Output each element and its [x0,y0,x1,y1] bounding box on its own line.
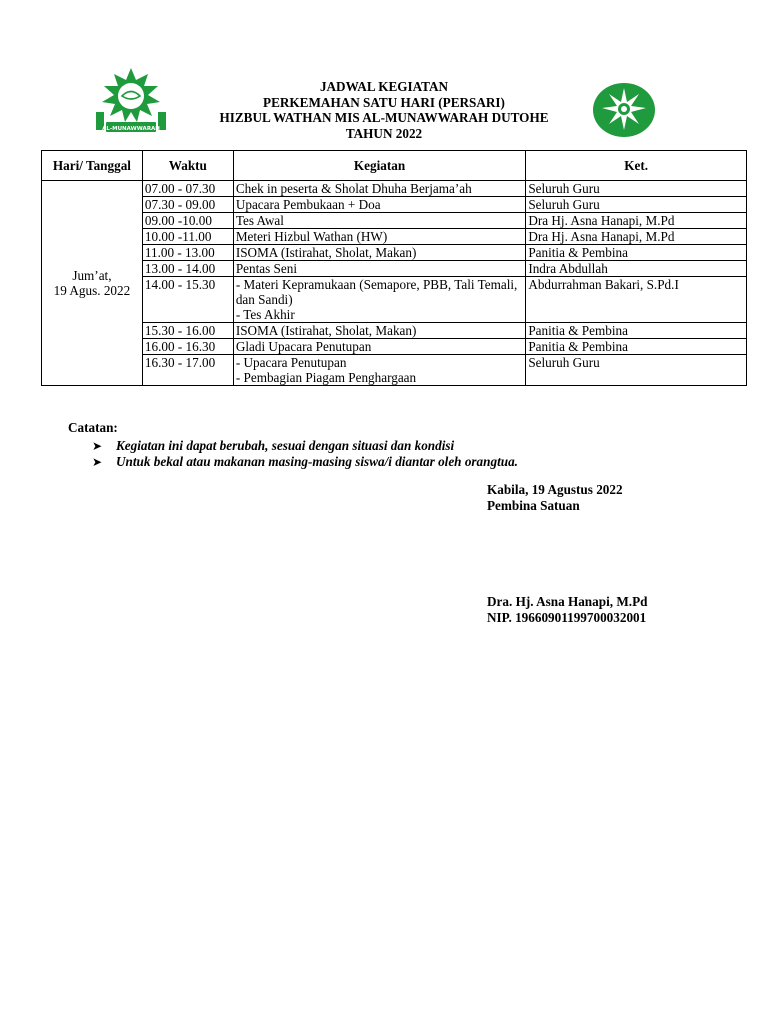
note-cell: Abdurrahman Bakari, S.Pd.I [526,277,747,323]
activity-cell: Meteri Hizbul Wathan (HW) [233,229,525,245]
header-year: TAHUN 2022 [345,125,423,141]
time-cell: 16.00 - 16.30 [142,339,233,355]
time-cell: 11.00 - 13.00 [142,245,233,261]
activity-cell: - Upacara Penutupan - Pembagian Piagam Penghargaan [233,355,525,386]
header-subtitle: PERKEMAHAN SATU HARI (PERSARI) [263,94,505,110]
note-cell: Seluruh Guru [526,197,747,213]
time-cell: 16.30 - 17.00 [142,355,233,386]
arrow-bullet-icon: ➤ [92,455,103,469]
logo-caption: AL-MUNAWWARAH [102,126,160,132]
note-cell: Dra Hj. Asna Hanapi, M.Pd [526,229,747,245]
day-cell: Jum’at, 19 Agus. 2022 [42,181,143,386]
time-cell: 14.00 - 15.30 [142,277,233,323]
activity-cell: Upacara Pembukaan + Doa [233,197,525,213]
note-text: Kegiatan ini dapat berubah, sesuai dengan situasi dan kondisi [116,438,455,453]
time-cell: 09.00 -10.00 [142,213,233,229]
signature-place-date: Kabila, 19 Agustus 2022 [487,482,623,497]
table-row [42,339,747,355]
note-cell: Indra Abdullah [526,261,747,277]
table-row [42,277,747,323]
notes-title: Catatan: [68,420,118,435]
arrow-bullet-icon: ➤ [92,439,103,453]
schedule-table [41,150,747,386]
table-header-row [42,151,747,181]
notes-section [68,420,518,470]
document-header [0,79,768,141]
header-activity: Kegiatan [233,151,525,181]
signature-name: Dra. Hj. Asna Hanapi, M.Pd [487,594,648,609]
note-cell: Dra Hj. Asna Hanapi, M.Pd [526,213,747,229]
note-text: Untuk bekal atau makanan masing-masing siswa/i diantar oleh orangtua. [116,454,518,469]
header-time: Waktu [142,151,233,181]
activity-cell: ISOMA (Istirahat, Sholat, Makan) [233,245,525,261]
header-title: JADWAL KEGIATAN [319,79,449,94]
note-cell: Panitia & Pembina [526,323,747,339]
note-cell: Panitia & Pembina [526,339,747,355]
activity-cell: Chek in peserta & Sholat Dhuha Berjama’ah [233,181,525,197]
time-cell: 07.30 - 09.00 [142,197,233,213]
signature-nip: NIP. 19660901199700032001 [487,610,647,625]
time-cell: 07.00 - 07.30 [142,181,233,197]
header-organization: HIZBUL WATHAN MIS AL-MUNAWWARAH DUTOHE [219,110,549,125]
note-item [92,454,518,470]
table-row [42,245,747,261]
table-row [42,229,747,245]
time-cell: 15.30 - 16.00 [142,323,233,339]
note-cell: Seluruh Guru [526,181,747,197]
table-row [42,197,747,213]
signature-role: Pembina Satuan [487,498,580,513]
header-note: Ket. [526,151,747,181]
note-item [92,438,518,454]
time-cell: 10.00 -11.00 [142,229,233,245]
activity-cell: Pentas Seni [233,261,525,277]
table-row [42,181,747,197]
note-cell: Seluruh Guru [526,355,747,386]
header-day: Hari/ Tanggal [42,151,143,181]
activity-cell: Gladi Upacara Penutupan [233,339,525,355]
activity-cell: - Materi Kepramukaan (Semapore, PBB, Tali Temali, dan Sandi) - Tes Akhir [233,277,525,323]
table-row [42,323,747,339]
table-row [42,213,747,229]
activity-cell: Tes Awal [233,213,525,229]
table-row [42,355,747,386]
activity-cell: ISOMA (Istirahat, Sholat, Makan) [233,323,525,339]
note-cell: Panitia & Pembina [526,245,747,261]
time-cell: 13.00 - 14.00 [142,261,233,277]
table-row [42,261,747,277]
